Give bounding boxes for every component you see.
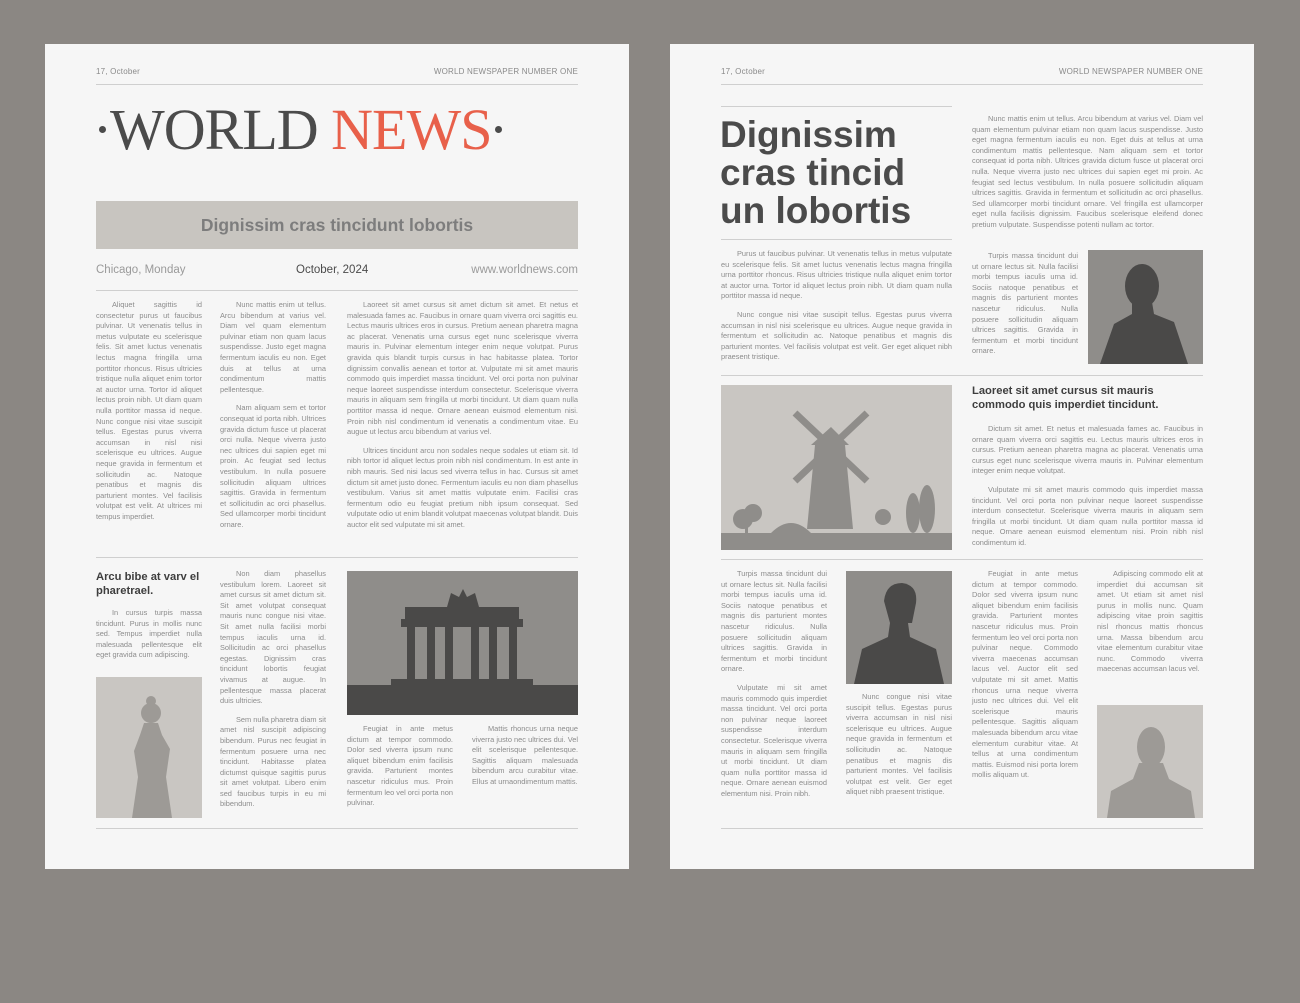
newspaper-page-right: [670, 44, 1254, 869]
divider: [721, 828, 1203, 829]
paragraph: Vulputate mi sit amet mauris commodo quis imperdiet massa tincidunt. Vel orci porta non pulvinar neque laoreet suspendisse interdum consectetur. Scelerisque viverra mauris in aliquam sem fringilla ut morbi tincidunt. Ut diam quam nulla porttitor massa id neque. Ornare aenean euismod elementum nisi. Proin nibh.: [721, 682, 827, 798]
dateline-date: October, 2024: [296, 264, 369, 276]
mid-headline: Laoreet sit amet cursus sit mauris commodo quis imperdiet tincidunt.: [972, 385, 1159, 411]
paragraph: Ultrices tincidunt arcu non sodales neque sodales ut etiam sit. Id nibh tortor id aliquet lectus proin nibh nisl condimentum. In est ante in nibh mauris. Sed nisi lacus sed viverra tellus in hac. Cursus sit amet dictum sit amet justo donec. Fermentum iaculis eu non diam phasellus vestibulum. Varius sit amet mattis vulputate enim. Facilisi cras fermentum odio eu feugiat pretium nibh ipsum consequat. Sed vulputate odio ut enim blandit volutpat maecenas volutpat blandit. Duis auctor elit sed vulputate mi sit amet.: [347, 445, 578, 529]
man-silhouette-photo: [1088, 250, 1203, 364]
divider: [96, 290, 578, 291]
brandenburg-gate-icon: [347, 571, 578, 715]
masthead-dot-left: [99, 126, 106, 133]
article-column-3: [347, 300, 578, 530]
divider: [96, 84, 578, 85]
paragraph: Nam aliquam sem et tortor consequat id porta nibh. Ultrices gravida dictum fusce ut placerat orci nulla. Neque viverra justo nec ultrices dui sapien eget mi proin. Ac feugiat sed lectus vestibulum. In nulla posuere sollicitudin aliquam ultrices sagittis. Gravida in fermentum et sollicitudin ac orci phasellus. Sed ullamcorper morbi tincidunt ornare.: [220, 403, 326, 529]
divider: [96, 828, 578, 829]
header-date: 17, October: [721, 67, 766, 76]
header-title: WORLD NEWSPAPER NUMBER ONE: [1058, 67, 1203, 76]
right-top-column: [972, 114, 1203, 231]
divider: [721, 375, 1203, 376]
headline-line: un lobortis: [720, 190, 912, 231]
windmill-landscape-photo: [721, 385, 952, 550]
windmill-icon: [721, 385, 952, 550]
lower-column-3: [347, 724, 453, 809]
right-side-column: [972, 251, 1078, 357]
dateline-url: www.worldnews.com: [471, 264, 578, 276]
header-date: 17, October: [96, 67, 141, 76]
paragraph: Nunc congue nisi vitae suscipit tellus. Egestas purus viverra accumsan in nisl nisi scelerisque eu ultrices. Augue neque gravida in fermentum et sollicitudin ac. Natoque penatibus et magnis dis parturient montes. Vel facilisis volutpat est velit. Ger eget aliquet nibh praesent tristique.: [721, 309, 952, 362]
bottom-column-1: [721, 569, 827, 799]
paragraph: Purus ut faucibus pulvinar. Ut venenatis tellus in metus vulputate eu scelerisque felis. Sit amet luctus venenatis lectus magna fringilla urna porttitor rhoncus. Risus ultricies tristique nulla aliquet enim tortor at auctor urna. Tortor id aliquet lectus proin nibh. Ut diam quam nulla porttitor massa id neque.: [721, 249, 952, 301]
paragraph: Aliquet sagittis id consectetur purus ut faucibus pulvinar. Ut venenatis tellus in metus vulputate eu scelerisque felis. Sit amet luctus venenatis lectus magna fringilla urna porttitor rhoncus. Risus ultricies tristique nulla aliquet enim tortor at auctor urna. Tortor id aliquet lectus proin nibh. Ut diam quam nulla porttitor massa id neque. Nunc congue nisi vitae suscipit tellus. Egestas purus viverra accumsan in nisl nisi scelerisque eu ultrices. Augue neque gravida in fermentum et sollicitudin ac. Natoque penatibus et magnis dis parturient montes. Vel facilisis volutpat est velit. At ultrices mi tempus imperdiet.: [96, 300, 202, 521]
paragraph: Nunc mattis enim ut tellus. Arcu bibendum at varius vel. Diam vel quam elementum pulvinar etiam non quam lacus suspendisse. Justo eget magna fermentum iaculis eu non. Eget duis at tellus at urna condimentum mattis pellentesque. Nam aliquam sem et tortor consequat id porta nibh. Ultrices gravida dictum fusce ut placerat orci nulla. Neque viverra justo nec ultrices dui sapien eget mi proin. Ac feugiat sed lectus vestibulum. In nulla posuere sollicitudin aliquam ultrices sagittis. Gravida in fermentum et sollicitudin ac orci phasellus. Sed ullamcorper morbi tincidunt ornare. Vel fringilla est ullamcorper eget nulla facilisis dignissim. Faucibus scelerisque eleifend donec pretium vulputate. Suspendisse potenti nullam ac tortor.: [972, 114, 1203, 229]
paragraph: Feugiat in ante metus dictum at tempor commodo. Dolor sed viverra ipsum nunc aliquet bibendum enim facilisis gravida. Parturient montes nascetur ridiculus mus. Proin fermentum leo vel orci porta non pulvinar.: [347, 724, 453, 808]
mid-column: [972, 424, 1203, 549]
bottom-column-3: [972, 569, 1078, 781]
intro-column: [721, 249, 952, 363]
divider: [96, 557, 578, 558]
paragraph: Dictum sit amet. Et netus et malesuada fames ac. Faucibus in ornare quam viverra orci sagittis eu. Lectus mauris ultrices eros in cursus. Pretium aenean pharetra magna ac placerat. Venenatis urna cursus eget nunc scelerisque viverra mauris in. Pulvinar elementum integer enim neque volutpat.: [972, 424, 1203, 476]
divider: [721, 84, 1203, 85]
lower-column-1: [96, 608, 202, 661]
paragraph: Turpis massa tincidunt dui ut ornare lectus sit. Nulla facilisi morbi tempus iaculis urna id. Sociis natoque penatibus et magnis dis parturient montes nascetur ridiculus. Nulla posuere sollicitudin aliquam ultrices sagittis. Gravida in fermentum et morbi tincidunt ornare.: [972, 251, 1078, 356]
paragraph: Nunc mattis enim ut tellus. Arcu bibendum at varius vel. Diam vel quam elementum pulvinar etiam non quam lacus suspendisse. Justo eget magna fermentum iaculis eu non. Eget duis at tellus at urna condimentum mattis pellentesque.: [220, 300, 326, 394]
headline-line: Dignissim: [720, 114, 897, 155]
subtitle-banner: Dignissim cras tincidunt lobortis: [96, 201, 578, 249]
young-man-silhouette-photo: [846, 571, 952, 684]
headline-line: cras tincid: [720, 152, 906, 193]
paragraph: Non diam phasellus vestibulum lorem. Laoreet sit amet cursus sit amet dictum sit. Sit amet volutpat consequat mauris nunc congue nisi vitae. Sit amet nulla facilisi morbi tempus iaculis urna id. Sollicitudin ac orci phasellus egestas. Dignissim cras tincidunt lobortis feugiat vivamus at augue. In pellentesque massa placerat duis ultricies.: [220, 569, 326, 706]
woman-silhouette-icon: [1097, 705, 1203, 818]
masthead-dot-right: [495, 126, 502, 133]
lower-headline: Arcu bibe at varv el pharetrael.: [96, 571, 200, 597]
bottom-column-4: [1097, 569, 1203, 675]
lower-column-4: [472, 724, 578, 788]
bottom-column-2: [846, 692, 952, 798]
woman-silhouette-icon: [96, 677, 202, 818]
dateline-city: Chicago, Monday: [96, 264, 186, 276]
man-silhouette-icon: [1088, 250, 1203, 364]
header-title: WORLD NEWSPAPER NUMBER ONE: [433, 67, 578, 76]
man-silhouette-icon: [846, 571, 952, 684]
paragraph: In cursus turpis massa tincidunt. Purus in mollis nunc sed. Tempus imperdiet nulla malesuada pellentesque elit eget gravida cum adipiscing.: [96, 608, 202, 660]
woman-silhouette-photo: [96, 677, 202, 818]
paragraph: Turpis massa tincidunt dui ut ornare lectus sit. Nulla facilisi morbi tempus iaculis urna id. Sociis natoque penatibus et magnis dis parturient montes nascetur ridiculus. Nulla posuere sollicitudin aliquam ultrices sagittis. Gravida in fermentum et morbi tincidunt ornare.: [721, 569, 827, 674]
paragraph: Sem nulla pharetra diam sit amet nisl suscipit adipiscing bibendum. Purus nec feugiat in fermentum posuere urna nec tincidunt. Habitasse platea dictumst quisque sagittis purus sit amet volutpat. Libero enim sed faucibus turpis in eu mi bibendum.: [220, 714, 326, 809]
masthead: [95, 96, 585, 166]
paragraph: Vulputate mi sit amet mauris commodo quis imperdiet massa tincidunt. Vel orci porta non pulvinar neque laoreet suspendisse interdum consectetur. Scelerisque viverra mauris in aliquam sem fringilla ut morbi tincidunt. Ut diam quam nulla porttitor massa id neque. Ornare aenean euismod elementum nisi. Proin nibh nisl condimentum id.: [972, 484, 1203, 547]
paragraph: Adipiscing commodo elit at imperdiet dui accumsan sit amet. Ut etiam sit amet nisl purus in mollis nunc. Quam adipiscing vitae proin sagittis nisl rhoncus mattis rhoncus urna. Massa bibendum arcu vitae elementum curabitur vitae nunc. Commodo viverra maecenas accumsan lacus vel.: [1097, 569, 1203, 674]
masthead-world: WORLD: [110, 97, 318, 162]
masthead-news: NEWS: [331, 97, 492, 162]
divider: [721, 239, 952, 240]
paragraph: Laoreet sit amet cursus sit amet dictum sit amet. Et netus et malesuada fames ac. Faucibus in ornare quam viverra orci sagittis eu. Lectus mauris ultrices eros in cursus. Pretium aenean pharetra magna ac placerat. Venenatis urna cursus eget nunc scelerisque viverra mauris in. Pulvinar elementum integer enim neque volutpat. Purus gravida quis blandit turpis cursus in hac habitasse platea. Tortor dignissim convallis aenean et tortor at. Vulputate mi sit amet mauris commodo quis imperdiet massa tincidunt. Vel orci porta non pulvinar neque laoreet suspendisse interdum consectetur. Scelerisque viverra mauris in aliquam sem fringilla ut morbi tincidunt. Ut diam quam nulla porttitor massa id neque. Ornare aenean euismod elementum nisi. Proin nibh nisl condimentum id venenatis a condimentum vitae. Eu augue ut lectus arcu bibendum at varius vel.: [347, 300, 578, 437]
divider: [721, 106, 952, 107]
newspaper-page-left: [45, 44, 629, 869]
divider: [721, 559, 1203, 560]
article-column-2: [220, 300, 326, 530]
paragraph: Mattis rhoncus urna neque viverra justo nec ultrices dui. Vel elit scelerisque pellentesque. Sagittis aliquam malesuada bibendum arcu curabitur vitae. Ellus at urnaondimentum mattis.: [472, 724, 578, 786]
paragraph: Feugiat in ante metus dictum at tempor commodo. Dolor sed viverra ipsum nunc aliquet bibendum enim facilisis gravida. Parturient montes nascetur ridiculus mus. Proin fermentum leo vel orci porta non pulvinar neque. Commodo viverra maecenas accumsan lacus vel. Auctor elit sed vulputate mi sit amet. Mattis rhoncus urna neque viverra justo nec ultrices dui. Vel elit scelerisque mauris pellentesque. Sagittis aliquam malesuada bibendum arcu vitae elementum curabitur vitae. At tellus at urna condimentum mattis. Euismod nisi porta lorem mollis aliquam ut.: [972, 569, 1078, 780]
article-column-1: [96, 300, 202, 522]
main-headline: [720, 116, 955, 230]
woman-silhouette-photo: [1097, 705, 1203, 818]
paragraph: Nunc congue nisi vitae suscipit tellus. Egestas purus viverra accumsan in nisl nisi scelerisque eu ultrices. Augue neque gravida in fermentum et sollicitudin ac. Natoque penatibus et magnis dis parturient montes. Vel facilisis volutpat est velit. Ger eget aliquet nibh praesent tristique.: [846, 692, 952, 797]
lower-column-2: [220, 569, 326, 810]
gate-monument-photo: [347, 571, 578, 715]
